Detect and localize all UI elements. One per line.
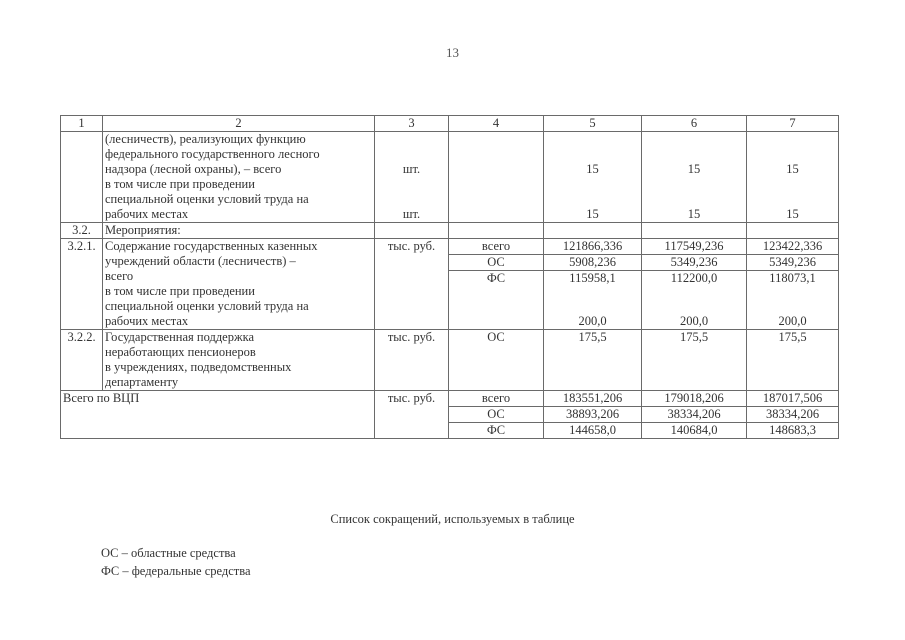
- desc-line: Содержание государственных казенных: [105, 239, 318, 253]
- empty-cell: [375, 223, 449, 239]
- source-cell: [449, 132, 544, 223]
- value-col-6: 38334,206: [642, 407, 747, 423]
- value-col-6: 5349,236: [642, 255, 747, 271]
- value: 200,0: [679, 314, 709, 328]
- desc-line: (лесничеств), реализующих функцию: [105, 132, 306, 146]
- header-col-4: 4: [449, 116, 544, 132]
- row-description: [103, 239, 375, 330]
- desc-line: надзора (лесной охраны), – всего: [105, 162, 282, 176]
- row-number: 3.2.2.: [61, 330, 103, 391]
- value: 112200,0: [670, 271, 718, 285]
- header-col-3: 3: [375, 116, 449, 132]
- desc-line: в учреждениях, подведомственных: [105, 360, 292, 374]
- section-row: [61, 223, 839, 239]
- value-col-7: 187017,506: [747, 391, 839, 407]
- value-col-6: 175,5: [642, 330, 747, 391]
- desc-line: федерального государственного лесного: [105, 147, 320, 161]
- header-col-7: 7: [747, 116, 839, 132]
- abbreviation-os: ОС – областные средства: [101, 546, 236, 560]
- value-col-5: 183551,206: [544, 391, 642, 407]
- value-col-7: 38334,206: [747, 407, 839, 423]
- source-cell: ОС: [449, 255, 544, 271]
- source-cell: ОС: [449, 330, 544, 391]
- source-cell: всего: [449, 239, 544, 255]
- value: 200,0: [778, 314, 807, 328]
- table-row-3-2-1: [61, 239, 839, 255]
- value-col-5: [544, 132, 642, 223]
- desc-line: учреждений области (лесничеств) –: [105, 254, 296, 268]
- header-col-1: 1: [61, 116, 103, 132]
- unit-cell: тыс. руб.: [375, 391, 449, 439]
- source-cell: ФС: [449, 271, 544, 330]
- table-row-continued: [61, 132, 839, 223]
- unit-value: шт.: [402, 162, 421, 176]
- section-number: 3.2.: [61, 223, 103, 239]
- desc-line: Государственная поддержка: [105, 330, 255, 344]
- value-col-6: [642, 132, 747, 223]
- source-cell: всего: [449, 391, 544, 407]
- desc-line: всего: [105, 269, 134, 283]
- row-number: 3.2.1.: [61, 239, 103, 330]
- empty-cell: [449, 223, 544, 239]
- value-col-5: 175,5: [544, 330, 642, 391]
- table-row-3-2-2: [61, 330, 839, 391]
- value: 15: [687, 207, 701, 221]
- empty-cell: [642, 223, 747, 239]
- value-col-6: [642, 271, 747, 330]
- total-row: [61, 391, 839, 407]
- value-col-5: 38893,206: [544, 407, 642, 423]
- section-title: Мероприятия:: [103, 223, 375, 239]
- row-description: [103, 330, 375, 391]
- value-col-7: 123422,336: [747, 239, 839, 255]
- value-col-7: 5349,236: [747, 255, 839, 271]
- page-number: 13: [446, 45, 459, 60]
- desc-line: в том числе при проведении: [105, 177, 255, 191]
- unit-value: шт.: [402, 207, 421, 221]
- value-col-7: 148683,3: [747, 423, 839, 439]
- desc-line: департаменту: [105, 375, 179, 389]
- value-col-6: 140684,0: [642, 423, 747, 439]
- desc-line: рабочих местах: [105, 207, 189, 221]
- value: 115958,1: [569, 271, 616, 285]
- value-col-7: [747, 271, 839, 330]
- value-col-5: [544, 271, 642, 330]
- value-col-6: 117549,236: [642, 239, 747, 255]
- unit-cell: тыс. руб.: [375, 330, 449, 391]
- desc-line: рабочих местах: [105, 314, 189, 328]
- header-row: [61, 116, 839, 132]
- unit-cell: тыс. руб.: [375, 239, 449, 330]
- desc-line: специальной оценки условий труда на: [105, 192, 309, 206]
- source-cell: ФС: [449, 423, 544, 439]
- unit-cell: [375, 132, 449, 223]
- header-col-5: 5: [544, 116, 642, 132]
- value-col-5: 5908,236: [544, 255, 642, 271]
- empty-cell: [544, 223, 642, 239]
- desc-line: в том числе при проведении: [105, 284, 255, 298]
- value: 15: [786, 207, 799, 221]
- abbreviations-caption: Список сокращений, используемых в таблице: [330, 512, 575, 526]
- header-col-2: 2: [103, 116, 375, 132]
- header-col-6: 6: [642, 116, 747, 132]
- value: 15: [586, 162, 599, 176]
- value-col-5: 121866,336: [544, 239, 642, 255]
- value-col-5: 144658,0: [544, 423, 642, 439]
- value: 118073,1: [769, 271, 816, 285]
- row-number-cell: [61, 132, 103, 223]
- desc-line: неработающих пенсионеров: [105, 345, 256, 359]
- value-col-6: 179018,206: [642, 391, 747, 407]
- total-label: Всего по ВЦП: [61, 391, 375, 439]
- value: 200,0: [578, 314, 607, 328]
- budget-table: [60, 115, 839, 439]
- value-col-7: [747, 132, 839, 223]
- row-description: [103, 132, 375, 223]
- value: 15: [687, 162, 701, 176]
- source-cell: ОС: [449, 407, 544, 423]
- desc-line: специальной оценки условий труда на: [105, 299, 309, 313]
- abbreviation-fs: ФС – федеральные средства: [101, 564, 251, 578]
- value-col-7: 175,5: [747, 330, 839, 391]
- empty-cell: [747, 223, 839, 239]
- value: 15: [586, 207, 599, 221]
- value: 15: [786, 162, 799, 176]
